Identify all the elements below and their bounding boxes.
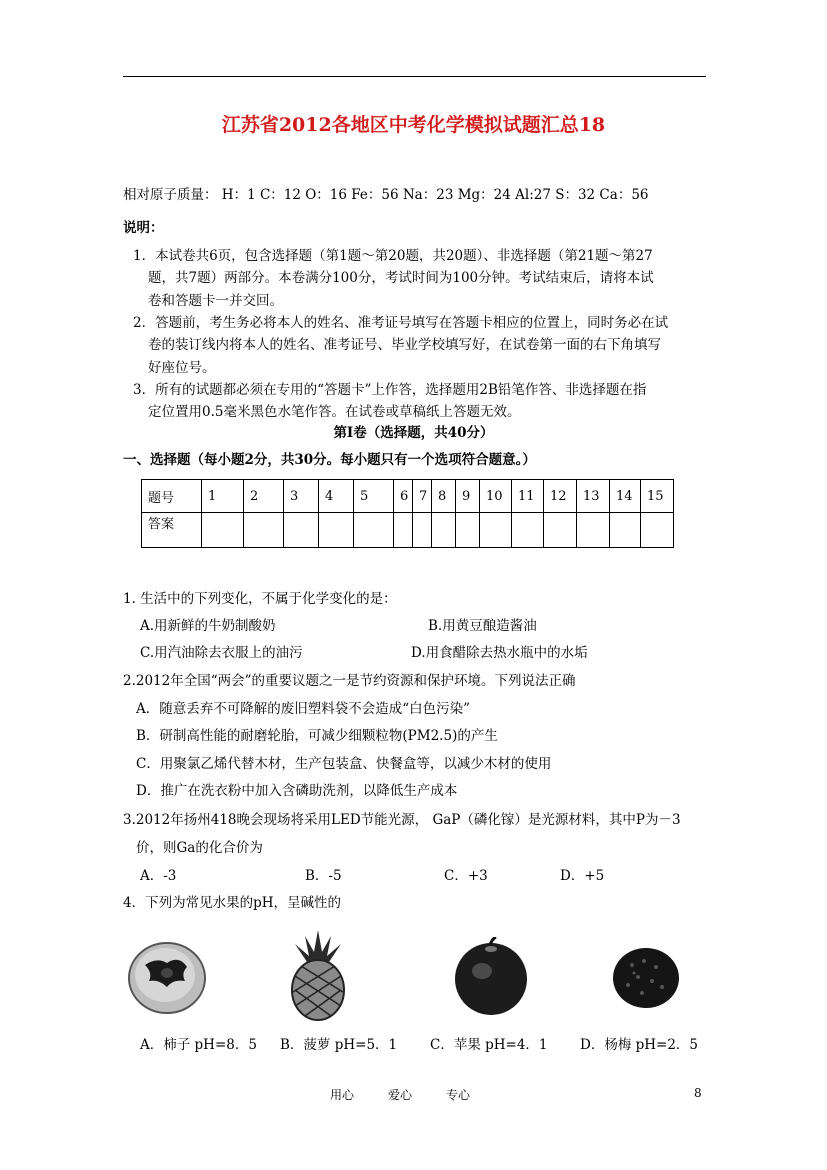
footer-text-right: 专心 xyxy=(446,1088,471,1102)
q4-option-d: D．杨梅 pH=2．5 xyxy=(580,1037,699,1053)
table-row-label: 题号 xyxy=(142,480,202,513)
table-cell: 7 xyxy=(413,480,432,513)
table-cell: 9 xyxy=(456,480,480,513)
q2-option-c: C．用聚氯乙烯代替木材，生产包装盒、快餐盒等，以减少木材的使用 xyxy=(136,756,552,772)
answer-cell[interactable] xyxy=(319,513,354,548)
note-2-line-3: 好座位号。 xyxy=(148,360,216,376)
q4-option-b: B．菠萝 pH=5．1 xyxy=(280,1037,398,1053)
note-3-line-2: 定位置用0.5毫米黑色水笔作答。在试卷或草稿纸上答题无效。 xyxy=(148,404,521,420)
q1-option-b: B.用黄豆酿造酱油 xyxy=(428,618,537,634)
pineapple-image xyxy=(285,928,351,1022)
note-1-line-3: 卷和答题卡一并交回。 xyxy=(148,293,283,309)
answer-cell[interactable] xyxy=(284,513,319,548)
note-2-line-1: 2．答题前，考生务必将本人的姓名、准考证号填写在答题卡相应的位置上，同时务必在试 xyxy=(133,315,669,331)
note-3-line-1: 3．所有的试题都必须在专用的“答题卡”上作答，选择题用2B铅笔作答、非选择题在指 xyxy=(133,382,647,398)
section-heading: 一、选择题（每小题2分，共30分。每小题只有一个选项符合题意。） xyxy=(123,452,536,468)
q2-option-a: A．随意丢弃不可降解的废旧塑料袋不会造成“白色污染” xyxy=(136,701,471,717)
document-title: 江苏省2012各地区中考化学模拟试题汇总18 xyxy=(221,114,606,136)
table-row xyxy=(142,513,674,548)
q4-option-a: A．柿子 pH=8．5 xyxy=(140,1037,257,1053)
table-cell: 10 xyxy=(480,480,512,513)
q3-option-a: A．-3 xyxy=(140,868,177,884)
table-cell: 15 xyxy=(641,480,674,513)
table-cell: 2 xyxy=(244,480,284,513)
answer-cell[interactable] xyxy=(244,513,284,548)
persimmon-image xyxy=(127,939,207,1015)
notes-heading: 说明： xyxy=(123,220,164,236)
table-row-label: 答案 xyxy=(142,513,202,548)
q3-option-d: D．+5 xyxy=(560,868,605,884)
q3-option-b: B．-5 xyxy=(305,868,342,884)
q2-option-d: D．推广在洗衣粉中加入含磷助洗剂，以降低生产成本 xyxy=(136,783,458,799)
note-2-line-2: 卷的装订线内将本人的姓名、准考证号、毕业学校填写好，在试卷第一面的右下角填写 xyxy=(148,337,661,353)
header-rule xyxy=(123,76,706,77)
table-cell: 3 xyxy=(284,480,319,513)
answer-cell[interactable] xyxy=(202,513,244,548)
page-number: 8 xyxy=(694,1086,702,1100)
answer-cell[interactable] xyxy=(544,513,577,548)
atomic-mass-line: 相对原子质量： H：1 C：12 O：16 Fe：56 Na：23 Mg：24 Al:27 S：32 Ca：56 xyxy=(123,187,649,203)
table-cell: 8 xyxy=(432,480,456,513)
answer-cell[interactable] xyxy=(610,513,641,548)
table-cell: 14 xyxy=(610,480,641,513)
answer-cell[interactable] xyxy=(413,513,432,548)
q4-option-c: C．苹果 pH=4．1 xyxy=(430,1037,548,1053)
q1-option-a: A.用新鲜的牛奶制酸奶 xyxy=(140,618,276,634)
q2-stem: 2.2012年全国“两会”的重要议题之一是节约资源和保护环境。下列说法正确 xyxy=(123,673,576,689)
bayberry-image xyxy=(610,945,682,1011)
note-1-line-2: 题，共7题）两部分。本卷满分100分，考试时间为100分钟。考试结束后，请将本试 xyxy=(148,270,654,286)
q1-stem: 1. 生活中的下列变化，不属于化学变化的是： xyxy=(123,591,397,607)
apple-image xyxy=(452,937,530,1017)
answer-cell[interactable] xyxy=(512,513,544,548)
table-cell: 4 xyxy=(319,480,354,513)
answer-cell[interactable] xyxy=(354,513,394,548)
answer-cell[interactable] xyxy=(432,513,456,548)
answer-cell[interactable] xyxy=(641,513,674,548)
q1-option-c: C.用汽油除去衣服上的油污 xyxy=(140,645,303,661)
footer-text-left: 用心 xyxy=(330,1088,355,1102)
q4-stem: 4．下列为常见水果的pH，呈碱性的 xyxy=(123,895,342,911)
q3-stem-line-2: 价，则Ga的化合价为 xyxy=(136,840,263,856)
table-cell: 6 xyxy=(394,480,413,513)
table-cell: 12 xyxy=(544,480,577,513)
table-row xyxy=(142,480,674,513)
table-cell: 11 xyxy=(512,480,544,513)
table-cell: 13 xyxy=(577,480,610,513)
q3-stem-line-1: 3.2012年扬州418晚会现场将采用LED节能光源， GaP（磷化镓）是光源材料，其中P为－3 xyxy=(123,812,681,828)
q3-option-c: C．+3 xyxy=(444,868,488,884)
q1-option-d: D.用食醋除去热水瓶中的水垢 xyxy=(411,645,588,661)
answer-cell[interactable] xyxy=(456,513,480,548)
answer-cell[interactable] xyxy=(394,513,413,548)
answer-table xyxy=(141,479,674,548)
part1-heading: 第Ⅰ卷（选择题，共40分） xyxy=(333,425,494,441)
table-cell: 5 xyxy=(354,480,394,513)
q2-option-b: B．研制高性能的耐磨轮胎，可减少细颗粒物(PM2.5)的产生 xyxy=(136,728,498,744)
note-1-line-1: 1．本试卷共6页，包含选择题（第1题～第20题，共20题）、非选择题（第21题～第27 xyxy=(133,248,653,264)
answer-cell[interactable] xyxy=(480,513,512,548)
answer-cell[interactable] xyxy=(577,513,610,548)
table-cell: 1 xyxy=(202,480,244,513)
footer-text-middle: 爱心 xyxy=(388,1088,413,1102)
